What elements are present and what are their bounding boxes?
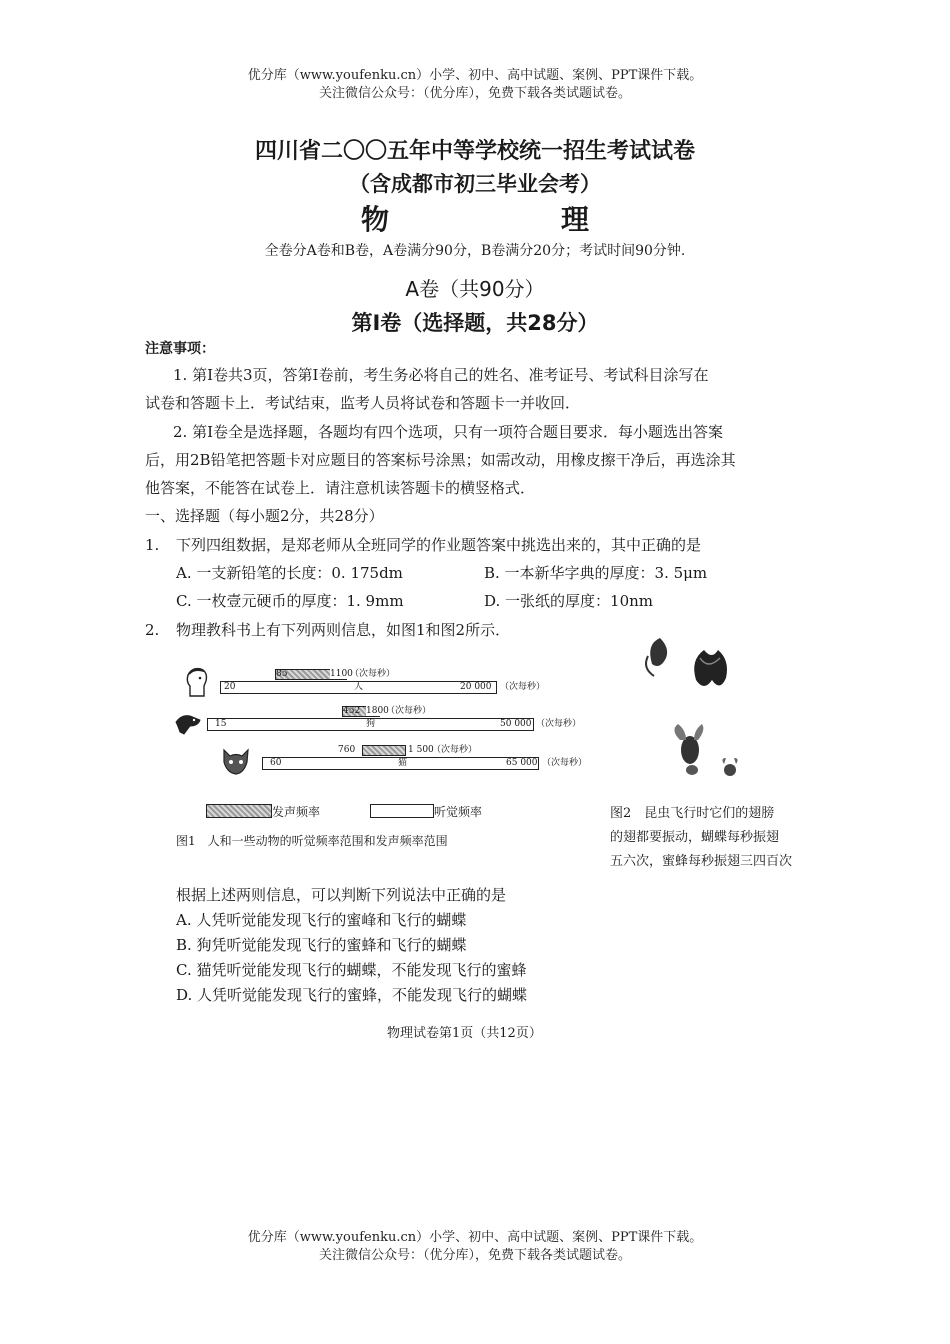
q1-option-a: A. 一支新铅笔的长度：0. 175dm bbox=[176, 564, 403, 582]
exam-subtitle: （含成都市初三毕业会考） bbox=[349, 172, 601, 196]
human-hear-high: 20 000 bbox=[460, 682, 492, 692]
section-a-title: A卷（共90分） bbox=[405, 277, 545, 301]
figure1 bbox=[170, 650, 610, 860]
note1-line2: 试卷和答题卡上．考试结束，监考人员将试卷和答题卡一并收回． bbox=[145, 394, 581, 412]
cat-hear-high: 65 000 bbox=[506, 758, 538, 768]
cat-voice-high: 1 500 bbox=[408, 745, 434, 755]
q2-stem: 物理教科书上有下列两则信息，如图1和图2所示． bbox=[176, 621, 511, 639]
watermark-header-line2: 关注微信公众号：（优分库），免费下载各类试题试卷。 bbox=[318, 86, 631, 101]
dog-hear-high: 50 000 bbox=[500, 719, 532, 729]
q1-number: 1. bbox=[145, 536, 160, 554]
cat-voice-range-bar bbox=[362, 745, 406, 756]
note1-line1: 1. 第Ⅰ卷共3页，答第Ⅰ卷前，考生务必将自己的姓名、准考证号、考试科目涂写在 bbox=[173, 366, 709, 384]
watermark-footer-line1: 优分库（www.youfenku.cn）小学、初中、高中试题、案例、PPT课件下载。 bbox=[247, 1230, 703, 1245]
human-head-icon bbox=[184, 666, 210, 700]
q2-option-d: D. 人凭听觉能发现飞行的蜜蜂，不能发现飞行的蝴蝶 bbox=[176, 986, 528, 1004]
q2-number: 2. bbox=[145, 621, 160, 639]
part-one-title: 第Ⅰ卷（选择题，共28分） bbox=[351, 311, 599, 335]
q2-option-a: A. 人凭听觉能发现飞行的蜜峰和飞行的蝴蝶 bbox=[176, 911, 467, 929]
legend-hear-swatch bbox=[370, 804, 434, 818]
legend-hear-label: 听觉频率 bbox=[434, 805, 483, 819]
human-voice-low: 85 bbox=[276, 669, 288, 679]
dog-head-icon bbox=[174, 710, 202, 738]
note2-line2: 后，用2B铅笔把答题卡对应题目的答案标号涂黑；如需改动，用橡皮擦干净后，再选涂其 bbox=[145, 451, 736, 469]
dog-voice-high: 1800 bbox=[366, 706, 389, 716]
figure2-caption-line2: 的翅都要振动，蝴蝶每秒振翅 bbox=[610, 830, 780, 845]
legend-voice-swatch bbox=[206, 804, 272, 818]
figure2-insects bbox=[640, 630, 750, 790]
bee-small-icon bbox=[722, 758, 737, 776]
figure2-caption-line3: 五六次，蜜蜂每秒振翅三四百次 bbox=[610, 854, 793, 869]
cat-hear-low: 60 bbox=[270, 758, 282, 768]
dog-hear-unit: （次每秒） bbox=[536, 719, 582, 729]
watermark-footer-line2: 关注微信公众号：（优分库），免费下载各类试题试卷。 bbox=[318, 1248, 631, 1263]
exam-info: 全卷分A卷和B卷，A卷满分90分，B卷满分20分；考试时间90分钟. bbox=[264, 243, 686, 259]
human-voice-high: 1100 bbox=[330, 669, 353, 679]
dog-voice-low: 452 bbox=[343, 706, 361, 716]
q1-option-c: C. 一枚壹元硬币的厚度：1. 9mm bbox=[176, 592, 404, 610]
figure2-caption-line1: 图2 昆虫飞行时它们的翅膀 bbox=[610, 806, 775, 821]
human-label: 人 bbox=[354, 682, 364, 692]
cat-voice-low: 760 bbox=[338, 745, 356, 755]
cat-label: 猫 bbox=[398, 758, 408, 768]
page-footer: 物理试卷第1页（共12页） bbox=[387, 1026, 542, 1041]
butterfly-icon bbox=[646, 638, 667, 676]
bee-icon bbox=[674, 724, 703, 775]
section-one-heading: 一、选择题（每小题2分，共28分） bbox=[145, 507, 384, 525]
subject-char-left: 物 bbox=[360, 203, 389, 236]
human-hear-low: 20 bbox=[224, 682, 236, 692]
cat-hear-unit: （次每秒） bbox=[542, 758, 588, 768]
subject-char-right: 理 bbox=[560, 203, 589, 236]
note2-line1: 2. 第Ⅰ卷全是选择题，各题均有四个选项，只有一项符合题目要求．每小题选出答案 bbox=[173, 423, 724, 441]
dog-voice-unit: （次每秒） bbox=[386, 706, 432, 716]
q1-option-b: B. 一本新华字典的厚度：3. 5μm bbox=[484, 564, 708, 582]
dog-label: 狗 bbox=[366, 719, 376, 729]
q1-option-d: D. 一张纸的厚度：10nm bbox=[484, 592, 653, 610]
notes-heading: 注意事项： bbox=[145, 341, 215, 357]
cat-head-icon bbox=[220, 746, 252, 776]
human-voice-unit: （次每秒） bbox=[350, 669, 396, 679]
legend-voice-label: 发声频率 bbox=[272, 805, 321, 819]
exam-title: 四川省二〇〇五年中等学校统一招生考试试卷 bbox=[254, 139, 695, 164]
watermark-header-line1: 优分库（www.youfenku.cn）小学、初中、高中试题、案例、PPT课件下载。 bbox=[247, 68, 703, 83]
q2-option-c: C. 猫凭听觉能发现飞行的蝴蝶，不能发现飞行的蜜蜂 bbox=[176, 961, 527, 979]
q2-option-b: B. 狗凭听觉能发现飞行的蜜蜂和飞行的蝴蝶 bbox=[176, 936, 467, 954]
human-hear-unit: （次每秒） bbox=[500, 682, 546, 692]
butterfly-wings-icon bbox=[694, 650, 727, 686]
cat-voice-unit: （次每秒） bbox=[432, 745, 478, 755]
note2-line3: 他答案，不能答在试卷上．请注意机读答题卡的横竖格式． bbox=[145, 479, 536, 497]
dog-hear-low: 15 bbox=[215, 719, 227, 729]
figure1-caption: 图1 人和一些动物的听觉频率范围和发声频率范围 bbox=[176, 834, 448, 848]
q1-stem: 下列四组数据，是郑老师从全班同学的作业题答案中挑选出来的，其中正确的是 bbox=[176, 536, 702, 554]
q2-after-stem: 根据上述两则信息，可以判断下列说法中正确的是 bbox=[176, 886, 507, 904]
